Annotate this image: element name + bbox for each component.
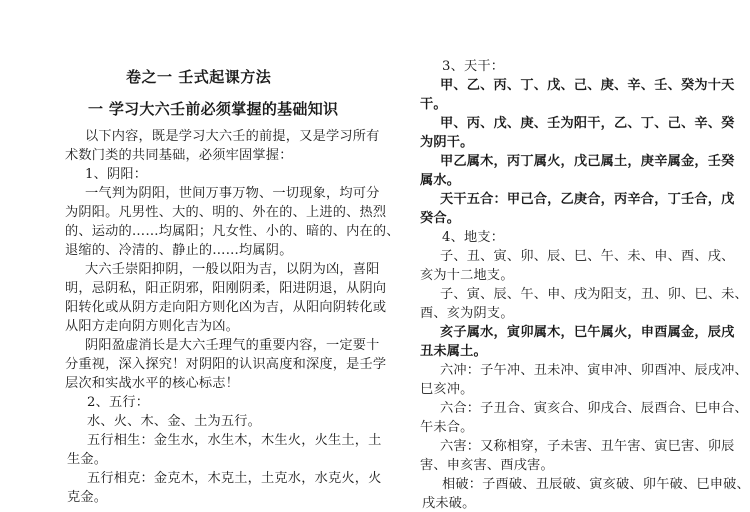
text-line: 大六壬崇阳抑阴，一般以阳为吉，以阴为凶，喜阳: [85, 262, 380, 277]
text-line: 2、五行：: [87, 395, 150, 410]
text-line: 甲、丙、戊、庚、壬为阳干，乙、丁、己、辛、癸: [440, 116, 735, 131]
text-line: 戌未破。: [422, 496, 476, 511]
text-line: 酉、亥为阴支。: [420, 306, 514, 321]
text-line: 子、丑、寅、卯、辰、巳、午、未、申、酉、戌、: [440, 249, 735, 264]
text-line: 属水。: [420, 173, 461, 188]
text-line: 阳转化或从阴方走向阳方则化凶为吉，从阳向阴转化或: [65, 300, 387, 315]
text-line: 午未合。: [420, 420, 474, 435]
text-line: 甲、乙、丙、丁、戊、己、庚、辛、壬、癸为十天: [440, 78, 735, 93]
text-line: 4、地支：: [442, 230, 505, 245]
text-line: 子、寅、辰、午、申、戌为阳支，丑、卯、巳、未、: [440, 287, 748, 302]
text-line: 明，忌阴私，阳正阴邪，阳刚阴柔，阳进阴退，从阴向: [65, 281, 387, 296]
text-line: 从阳方走向阴方则化吉为凶。: [65, 319, 240, 334]
text-line: 分重视，深入探究！对阴阳的认识高度和深度，是壬学: [65, 357, 387, 372]
text-line: 以下内容，既是学习大六壬的前提，又是学习所有: [85, 129, 380, 144]
text-line: 层次和实战水平的核心标志！: [65, 376, 240, 391]
text-line: 克金。: [67, 490, 108, 505]
text-line: 甲乙属木，丙丁属火，戊己属土，庚辛属金，壬癸: [440, 154, 735, 169]
text-line: 为阴干。: [420, 135, 474, 150]
text-line: 为阴阳。凡男性、大的、明的、外在的、上进的、热烈: [65, 205, 387, 220]
section-title: 一 学习大六壬前必须掌握的基础知识: [88, 100, 339, 118]
text-line: 的、运动的……均属阳；凡女性、小的、暗的、内在的、: [65, 224, 400, 239]
text-line: 天干五合：甲己合，乙庚合，丙辛合，丁壬合，戊: [440, 192, 735, 207]
right-page: [370, 0, 750, 511]
text-line: 3、天干：: [442, 59, 505, 74]
text-line: 1、阴阳：: [85, 167, 148, 182]
text-line: 生金。: [67, 452, 108, 467]
text-line: 五行相克：金克木，木克土，土克水，水克火，火: [87, 471, 382, 486]
text-line: 害、申亥害、酉戌害。: [420, 458, 554, 473]
text-line: 癸合。: [420, 211, 461, 226]
chapter-title: 卷之一 壬式起课方法: [126, 68, 272, 86]
text-line: 六害：又称相穿，子未害、丑午害、寅巳害、卯辰: [440, 439, 735, 454]
text-line: 六冲：子午冲、丑未冲、寅申冲、卯酉冲、辰戌冲、: [440, 363, 748, 378]
text-line: 干。: [420, 97, 447, 112]
text-line: 水、火、木、金、土为五行。: [87, 414, 262, 429]
text-line: 相破：子酉破、丑辰破、寅亥破、卯午破、巳申破、: [442, 477, 750, 492]
text-line: 阴阳盈虚消长是大六壬理气的重要内容，一定要十: [85, 338, 380, 353]
text-line: 巳亥冲。: [420, 382, 474, 397]
text-line: 一气判为阴阳，世间万事万物、一切现象，均可分: [85, 186, 380, 201]
text-line: 六合：子丑合、寅亥合、卯戌合、辰酉合、巳申合、: [440, 401, 748, 416]
text-line: 五行相生：金生水，水生木，木生火，火生土，土: [87, 433, 382, 448]
text-line: 亥子属水，寅卯属木，巳午属火，申酉属金，辰戌: [440, 325, 735, 340]
text-line: 退缩的、冷清的、静止的……均属阴。: [65, 243, 293, 258]
text-line: 丑未属土。: [420, 344, 487, 359]
text-line: 亥为十二地支。: [420, 268, 514, 283]
text-line: 术数门类的共同基础，必须牢固掌握：: [65, 148, 293, 163]
